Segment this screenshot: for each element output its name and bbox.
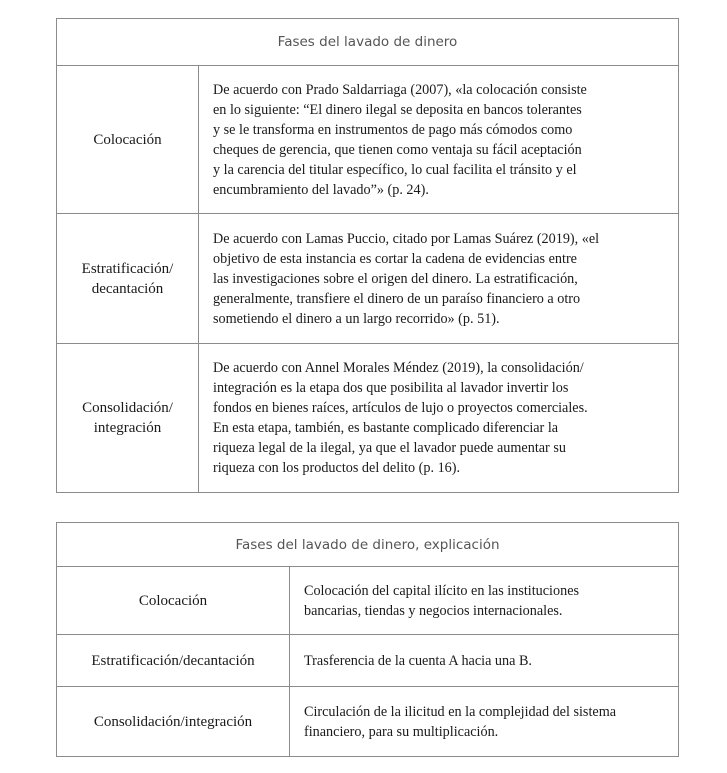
text-line: y se le transforma en instrumentos de pago más cómodos como — [213, 121, 573, 138]
text-line: Colocación del capital ilícito en las instituciones — [304, 582, 580, 599]
table-row — [57, 66, 679, 214]
table-header-row — [57, 19, 679, 66]
text-line: encumbramiento del lavado”» (p. 24). — [213, 181, 429, 198]
text-line: y la carencia del titular específico, lo cual facilita el tránsito y el — [213, 161, 577, 178]
text-line: riqueza legal de la ilegal, ya que el lavador puede aumentar su — [213, 440, 566, 456]
phase-label: integración — [93, 420, 162, 436]
phase-cell — [57, 344, 199, 493]
table-title: Fases del lavado de dinero — [57, 19, 679, 66]
text-line: sometiendo el dinero a un largo recorrido» (p. 51). — [213, 310, 500, 327]
text-line: En esta etapa, también, es bastante complicado diferenciar la — [213, 420, 559, 436]
phase-cell: Consolidación/integración — [57, 687, 290, 757]
description-cell — [290, 567, 679, 635]
phase-label: Colocación — [93, 131, 162, 148]
table-row — [57, 344, 679, 493]
table-title: Fases del lavado de dinero, explicación — [57, 523, 679, 567]
text-line: De acuerdo con Annel Morales Méndez (2019), la consolidación/ — [213, 360, 584, 376]
text-line: fondos en bienes raíces, artículos de lujo o proyectos comerciales. — [213, 400, 588, 416]
table-row — [57, 567, 679, 635]
description-cell — [290, 635, 679, 687]
text-line: cheques de gerencia, que tienen como ventaja su fácil aceptación — [213, 141, 582, 158]
text-line: De acuerdo con Prado Saldarriaga (2007), «la colocación consiste — [213, 81, 587, 98]
text-line: bancarias, tiendas y negocios internacionales. — [304, 602, 563, 619]
text-line: objetivo de esta instancia es cortar la cadena de evidencias entre — [213, 250, 577, 267]
phase-label: Consolidación/ — [82, 400, 173, 416]
text-line: financiero, para su multiplicación. — [304, 723, 499, 740]
text-line: en lo siguiente: “El dinero ilegal se deposita en bancos tolerantes — [213, 101, 582, 118]
phase-cell — [57, 66, 199, 214]
description-cell — [290, 687, 679, 757]
phase-label: Estratificación/ — [81, 260, 174, 277]
text-line: De acuerdo con Lamas Puccio, citado por Lamas Suárez (2019), «el — [213, 230, 600, 247]
description-cell — [199, 344, 679, 493]
phase-cell: Estratificación/decantación — [57, 635, 290, 687]
text-line: generalmente, transfiere el dinero de un paraíso financiero a otro — [213, 290, 581, 307]
phase-label: decantación — [91, 280, 164, 297]
description-cell — [199, 214, 679, 344]
table-row — [57, 687, 679, 757]
text-line: Trasferencia de la cuenta A hacia una B. — [304, 652, 532, 669]
table-row — [57, 214, 679, 344]
explanation-table — [56, 522, 679, 757]
phases-table — [56, 18, 679, 493]
text-line: riqueza con los productos del delito (p. 16). — [213, 460, 461, 476]
phase-cell: Colocación — [57, 567, 290, 635]
table-row — [57, 635, 679, 687]
table-header-row — [57, 523, 679, 567]
description-cell — [199, 66, 679, 214]
text-line: integración es la etapa dos que posibilita al lavador invertir los — [213, 380, 569, 396]
phase-cell — [57, 214, 199, 344]
text-line: Circulación de la ilicitud en la complejidad del sistema — [304, 703, 617, 720]
text-line: las investigaciones sobre el origen del dinero. La estratificación, — [213, 270, 578, 287]
